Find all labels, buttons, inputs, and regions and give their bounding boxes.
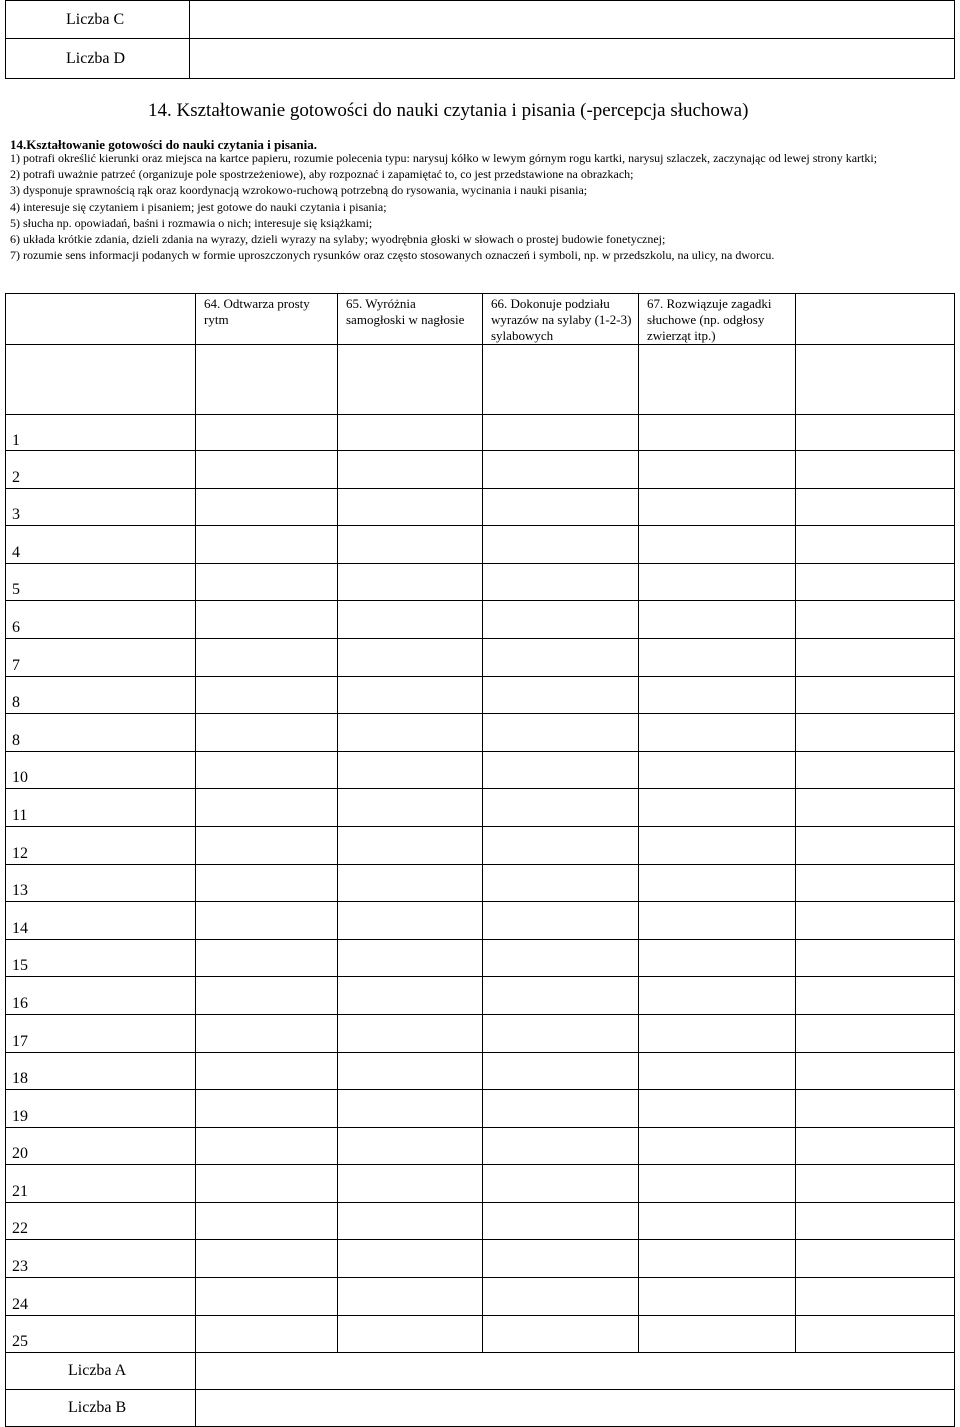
score-cell[interactable] — [483, 451, 639, 489]
score-cell[interactable] — [639, 676, 796, 714]
score-cell[interactable] — [796, 1127, 955, 1165]
score-cell[interactable] — [196, 1014, 338, 1052]
row-number: 10 — [6, 751, 196, 789]
row-number: 13 — [6, 864, 196, 902]
liczba-c-label: Liczba C — [6, 1, 190, 39]
score-cell[interactable] — [483, 751, 639, 789]
table-row — [6, 977, 955, 1015]
row-number: 11 — [6, 789, 196, 827]
score-cell[interactable] — [338, 676, 483, 714]
row-number: 19 — [6, 1090, 196, 1128]
score-cell[interactable] — [196, 977, 338, 1015]
score-cell[interactable] — [796, 977, 955, 1015]
score-cell[interactable] — [338, 1014, 483, 1052]
table-row — [6, 939, 955, 977]
score-cell[interactable] — [338, 902, 483, 940]
score-cell[interactable] — [196, 451, 338, 489]
liczba-b-cell[interactable] — [196, 1390, 955, 1427]
score-cell[interactable] — [639, 1278, 796, 1316]
row-number: 16 — [6, 977, 196, 1015]
score-cell[interactable] — [338, 864, 483, 902]
row-number: 1 — [6, 415, 196, 451]
table-row — [6, 488, 955, 526]
score-cell[interactable] — [483, 1052, 639, 1090]
score-cell[interactable] — [483, 601, 639, 639]
score-cell[interactable] — [639, 1315, 796, 1353]
liczba-c-cell[interactable] — [190, 1, 955, 39]
score-cell[interactable] — [639, 1052, 796, 1090]
score-cell[interactable] — [483, 789, 639, 827]
table-row — [6, 1240, 955, 1278]
requirement-item: 3) dysponuje sprawnością rąk oraz koordynacją wzrokowo-ruchową potrzebną do rysowania, wycinania i nauki pisania; — [10, 183, 588, 198]
score-cell[interactable] — [196, 488, 338, 526]
score-cell[interactable] — [196, 415, 338, 451]
row-number: 23 — [6, 1240, 196, 1278]
score-cell[interactable] — [796, 864, 955, 902]
score-cell[interactable] — [796, 902, 955, 940]
score-cell[interactable] — [639, 939, 796, 977]
score-cell[interactable] — [796, 714, 955, 752]
score-cell[interactable] — [796, 939, 955, 977]
score-cell[interactable] — [196, 1240, 338, 1278]
score-cell[interactable] — [639, 601, 796, 639]
row-number: 25 — [6, 1315, 196, 1353]
column-header-67: 67. Rozwiązuje zagadki słuchowe (np. odgłosy zwierząt itp.) — [639, 294, 796, 345]
score-cell[interactable] — [196, 1202, 338, 1240]
score-cell[interactable] — [483, 939, 639, 977]
column-header-65: 65. Wyróżnia samogłoski w nagłosie — [338, 294, 483, 345]
score-cell[interactable] — [483, 977, 639, 1015]
score-cell[interactable] — [796, 676, 955, 714]
score-cell[interactable] — [639, 1014, 796, 1052]
score-cell[interactable] — [796, 488, 955, 526]
row-number: 22 — [6, 1202, 196, 1240]
table-row — [6, 1278, 955, 1316]
table-row — [6, 1315, 955, 1353]
score-cell[interactable] — [483, 676, 639, 714]
score-cell[interactable] — [483, 864, 639, 902]
score-cell[interactable] — [196, 1090, 338, 1128]
score-cell[interactable] — [196, 789, 338, 827]
score-cell[interactable] — [639, 1090, 796, 1128]
score-cell[interactable] — [639, 488, 796, 526]
score-cell[interactable] — [196, 939, 338, 977]
column-header-64: 64. Odtwarza prosty rytm — [196, 294, 338, 345]
table-row — [6, 789, 955, 827]
score-cell[interactable] — [796, 526, 955, 564]
score-cell[interactable] — [196, 676, 338, 714]
table-row — [6, 1165, 955, 1203]
score-cell[interactable] — [338, 789, 483, 827]
score-cell[interactable] — [639, 638, 796, 676]
score-cell[interactable] — [338, 1090, 483, 1128]
score-cell[interactable] — [338, 601, 483, 639]
table-row — [6, 1127, 955, 1165]
score-cell[interactable] — [639, 1127, 796, 1165]
row-number: 8 — [6, 676, 196, 714]
table-row — [6, 714, 955, 752]
score-cell[interactable] — [483, 1278, 639, 1316]
requirements-list — [10, 150, 958, 263]
score-cell[interactable] — [338, 1315, 483, 1353]
score-cell[interactable] — [639, 451, 796, 489]
table-row — [6, 1014, 955, 1052]
score-cell[interactable] — [196, 1052, 338, 1090]
score-cell[interactable] — [796, 601, 955, 639]
score-cell[interactable] — [483, 1315, 639, 1353]
score-cell[interactable] — [796, 1090, 955, 1128]
column-header-empty — [796, 294, 955, 345]
table-row — [6, 451, 955, 489]
column-header-66: 66. Dokonuje podziału wyrazów na sylaby (1-2-3) sylabowych — [483, 294, 639, 345]
table-row — [6, 563, 955, 601]
requirement-item: 4) interesuje się czytaniem i pisaniem; jest gotowe do nauki czytania i pisania; — [10, 199, 387, 214]
score-cell[interactable] — [196, 902, 338, 940]
score-cell[interactable] — [338, 1052, 483, 1090]
section-heading: 14. Kształtowanie gotowości do nauki czytania i pisania (-percepcja słuchowa) — [148, 100, 749, 121]
score-cell[interactable] — [196, 751, 338, 789]
score-cell[interactable] — [796, 826, 955, 864]
score-cell[interactable] — [338, 638, 483, 676]
row-number: 24 — [6, 1278, 196, 1316]
score-cell[interactable] — [338, 1202, 483, 1240]
liczba-a-cell[interactable] — [196, 1353, 955, 1390]
liczba-a-label: Liczba A — [6, 1353, 196, 1390]
liczba-d-label: Liczba D — [6, 39, 190, 79]
score-cell[interactable] — [639, 902, 796, 940]
footer-row — [6, 1390, 955, 1427]
score-cell[interactable] — [796, 751, 955, 789]
score-cell[interactable] — [338, 1127, 483, 1165]
row-number: 20 — [6, 1127, 196, 1165]
score-cell[interactable] — [483, 1165, 639, 1203]
table-row — [6, 751, 955, 789]
score-cell[interactable] — [639, 415, 796, 451]
score-cell[interactable] — [483, 488, 639, 526]
row-number: 14 — [6, 902, 196, 940]
score-cell[interactable] — [796, 1202, 955, 1240]
table-row — [6, 826, 955, 864]
score-cell[interactable] — [796, 415, 955, 451]
table-row — [6, 638, 955, 676]
score-cell[interactable] — [196, 526, 338, 564]
corner-cell — [6, 294, 196, 345]
row-number: 15 — [6, 939, 196, 977]
score-cell[interactable] — [338, 1165, 483, 1203]
score-cell[interactable] — [483, 563, 639, 601]
row-number: 21 — [6, 1165, 196, 1203]
score-cell[interactable] — [483, 1127, 639, 1165]
spacer-row — [6, 345, 955, 415]
requirement-item: 1) potrafi określić kierunki oraz miejsca na kartce papieru, rozumie polecenia typu: narysuj kółko w lewym górnym rogu kartki, narysuj szlaczek, zaczynając od lewej strony kartki; — [10, 151, 878, 165]
score-cell[interactable] — [338, 451, 483, 489]
score-cell[interactable] — [338, 751, 483, 789]
score-cell[interactable] — [639, 864, 796, 902]
row-number: 5 — [6, 563, 196, 601]
score-cell[interactable] — [639, 826, 796, 864]
score-cell[interactable] — [483, 1202, 639, 1240]
score-cell[interactable] — [796, 1315, 955, 1353]
summary-top-table — [5, 0, 955, 79]
score-cell[interactable] — [196, 1165, 338, 1203]
score-cell[interactable] — [483, 714, 639, 752]
score-cell[interactable] — [639, 977, 796, 1015]
row-number: 12 — [6, 826, 196, 864]
table-row — [6, 415, 955, 451]
score-cell[interactable] — [196, 1278, 338, 1316]
row-number: 3 — [6, 488, 196, 526]
score-cell[interactable] — [338, 714, 483, 752]
score-cell[interactable] — [196, 601, 338, 639]
requirement-item: 2) potrafi uważnie patrzeć (organizuje pole spostrzeżeniowe), aby rozpoznać i zapamiętać to, co jest przedstawione na obrazkach; — [10, 167, 634, 182]
table-row — [6, 601, 955, 639]
row-number: 2 — [6, 451, 196, 489]
row-number: 18 — [6, 1052, 196, 1090]
header-row — [6, 294, 955, 345]
score-cell[interactable] — [196, 714, 338, 752]
table-row — [6, 1202, 955, 1240]
score-cell[interactable] — [796, 1240, 955, 1278]
score-cell[interactable] — [639, 1165, 796, 1203]
score-cell[interactable] — [639, 714, 796, 752]
score-cell[interactable] — [196, 1315, 338, 1353]
score-cell[interactable] — [483, 1240, 639, 1278]
score-cell[interactable] — [796, 638, 955, 676]
score-cell[interactable] — [338, 1278, 483, 1316]
score-cell[interactable] — [639, 563, 796, 601]
score-cell[interactable] — [196, 563, 338, 601]
table-row — [6, 902, 955, 940]
liczba-b-label: Liczba B — [6, 1390, 196, 1427]
section-subheading: 14.Kształtowanie gotowości do nauki czytania i pisania. — [10, 137, 317, 152]
score-cell[interactable] — [196, 638, 338, 676]
score-cell[interactable] — [338, 826, 483, 864]
score-cell[interactable] — [796, 1165, 955, 1203]
score-cell[interactable] — [796, 563, 955, 601]
liczba-d-cell[interactable] — [190, 39, 955, 79]
score-cell[interactable] — [338, 526, 483, 564]
score-cell[interactable] — [796, 1052, 955, 1090]
score-cell[interactable] — [483, 902, 639, 940]
row-number: 4 — [6, 526, 196, 564]
score-cell[interactable] — [796, 451, 955, 489]
row-number: 17 — [6, 1014, 196, 1052]
score-cell[interactable] — [639, 526, 796, 564]
table-row — [6, 676, 955, 714]
score-cell[interactable] — [338, 939, 483, 977]
requirement-item: 5) słucha np. opowiadań, baśni i rozmawia o nich; interesuje się książkami; — [10, 215, 373, 230]
score-cell[interactable] — [196, 1127, 338, 1165]
score-cell[interactable] — [483, 1014, 639, 1052]
score-cell[interactable] — [483, 638, 639, 676]
table-row — [6, 1052, 955, 1090]
row-number: 8 — [6, 714, 196, 752]
score-cell[interactable] — [196, 826, 338, 864]
score-cell[interactable] — [796, 789, 955, 827]
score-cell[interactable] — [483, 1090, 639, 1128]
score-cell[interactable] — [483, 526, 639, 564]
table-row — [6, 864, 955, 902]
row-number: 6 — [6, 601, 196, 639]
score-cell[interactable] — [639, 1240, 796, 1278]
score-cell[interactable] — [639, 789, 796, 827]
score-cell[interactable] — [338, 488, 483, 526]
table-row — [6, 526, 955, 564]
score-cell[interactable] — [483, 826, 639, 864]
score-cell[interactable] — [796, 1014, 955, 1052]
requirement-item: 6) układa krótkie zdania, dzieli zdania na wyrazy, dzieli wyrazy na sylaby; wyodrębnia głoski w słowach o prostej budowie fonetycznej; — [10, 232, 666, 247]
score-cell[interactable] — [483, 415, 639, 451]
table-row — [6, 1090, 955, 1128]
score-cell[interactable] — [796, 1278, 955, 1316]
score-cell[interactable] — [338, 563, 483, 601]
score-cell[interactable] — [639, 1202, 796, 1240]
requirement-item: 7) rozumie sens informacji podanych w formie uproszczonych rysunków oraz często stosowanych oznaczeń i symboli, np. w przedszkolu, na ulicy, na dworcu. — [10, 248, 775, 263]
footer-row — [6, 1353, 955, 1390]
score-cell[interactable] — [639, 751, 796, 789]
score-cell[interactable] — [338, 977, 483, 1015]
score-cell[interactable] — [338, 1240, 483, 1278]
score-cell[interactable] — [196, 864, 338, 902]
assessment-table — [5, 293, 955, 1427]
row-number: 7 — [6, 638, 196, 676]
score-cell[interactable] — [338, 415, 483, 451]
